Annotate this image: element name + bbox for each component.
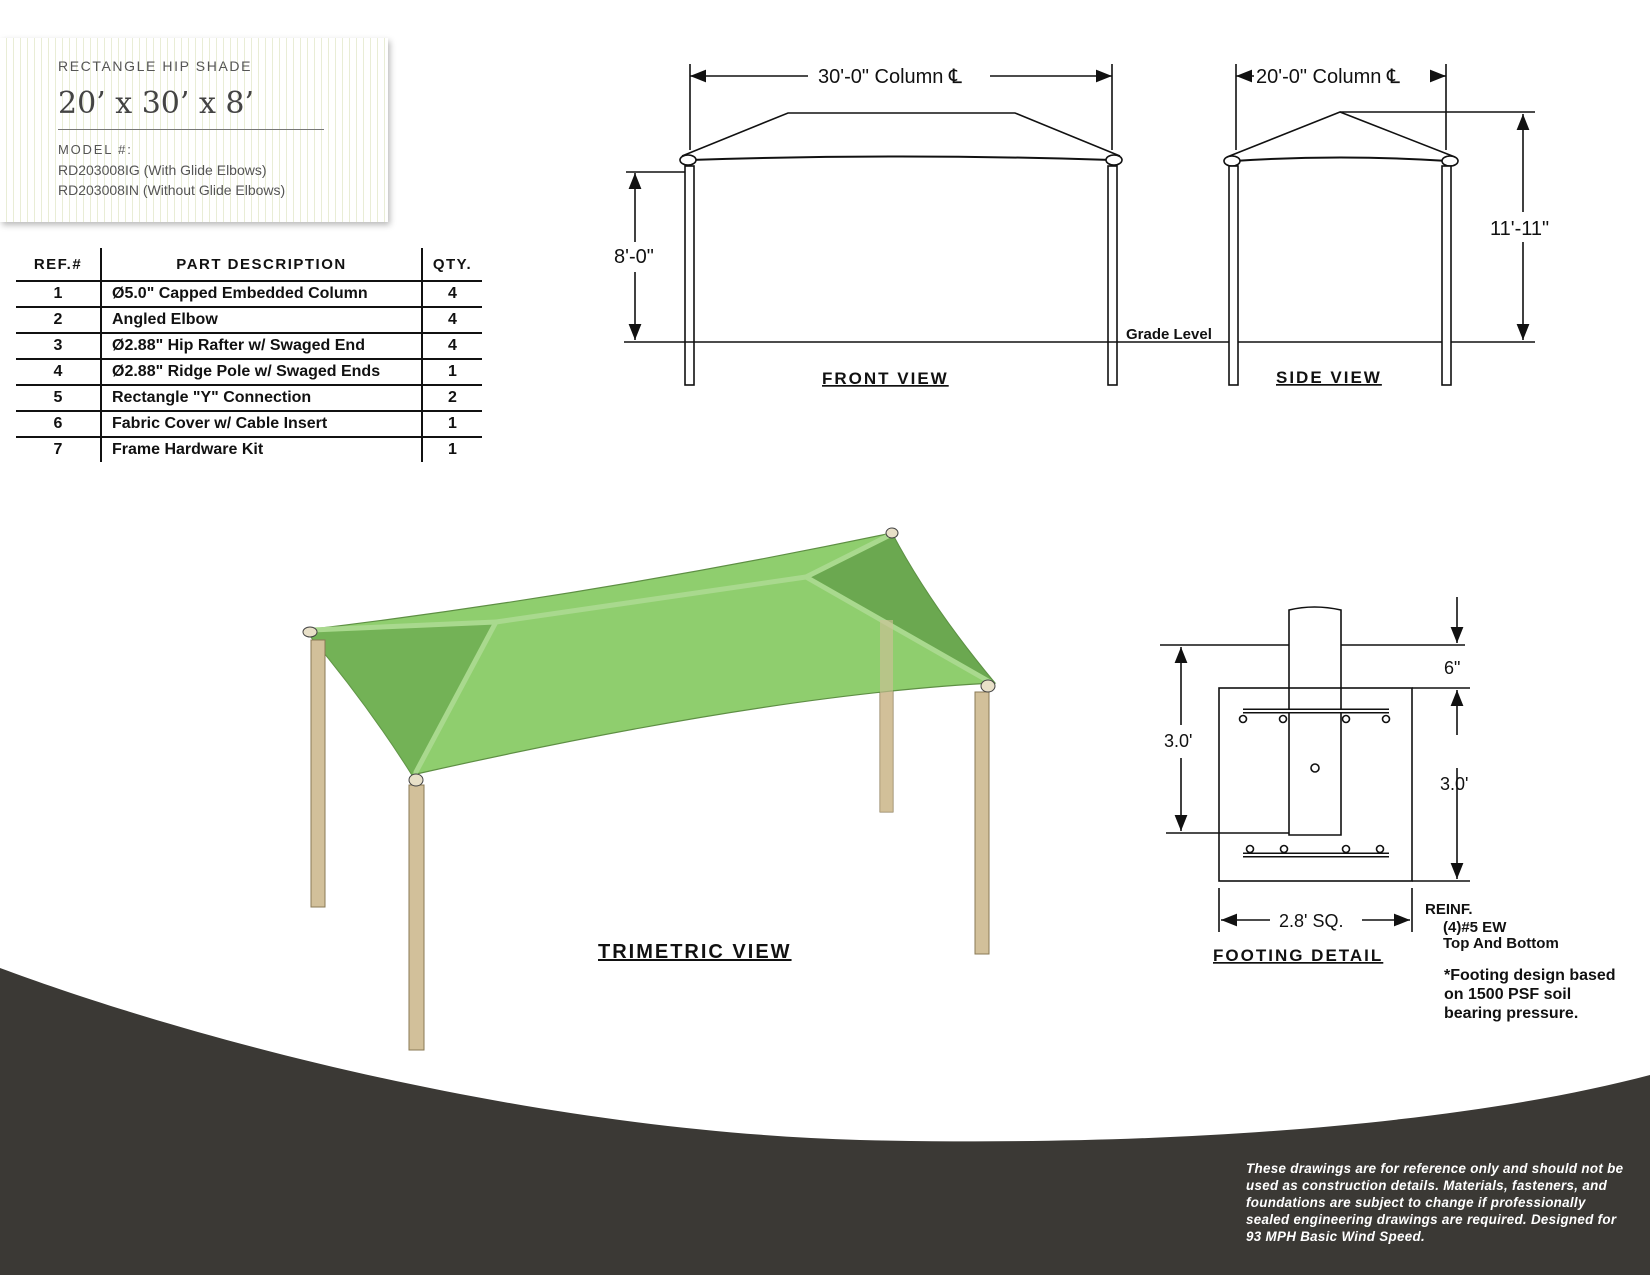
- footing-note-1: *Footing design based: [1444, 967, 1616, 984]
- grade-level-label: Grade Level: [1126, 326, 1212, 343]
- side-height-dim: 11'-11": [1490, 218, 1550, 240]
- ref-cell: 2: [16, 307, 101, 333]
- description-cell: Ø2.88" Ridge Pole w/ Swaged Ends: [101, 359, 422, 385]
- footing-bottom-dim: 2.8' SQ.: [1279, 911, 1344, 931]
- footing-note-3: bearing pressure.: [1444, 1005, 1579, 1022]
- footing-detail: [1160, 597, 1470, 932]
- description-cell: Fabric Cover w/ Cable Insert: [101, 411, 422, 437]
- model-with-glide: RD203008IG (With Glide Elbows): [58, 162, 267, 178]
- qty-cell: 1: [422, 359, 482, 385]
- ref-cell: 3: [16, 333, 101, 359]
- ref-cell: 5: [16, 385, 101, 411]
- trimetric-view-label: TRIMETRIC VIEW: [598, 941, 792, 963]
- side-view-label: SIDE VIEW: [1276, 368, 1382, 387]
- description-cell: Angled Elbow: [101, 307, 422, 333]
- side-view: [1224, 64, 1535, 385]
- col-description: PART DESCRIPTION: [101, 248, 422, 281]
- footing-note-2: on 1500 PSF soil: [1444, 986, 1572, 1003]
- size-title: 20’ x 30’ x 8’: [58, 86, 255, 121]
- front-height-dim: 8'-0": [614, 246, 654, 268]
- model-label: MODEL #:: [58, 142, 133, 157]
- description-cell: Ø5.0" Capped Embedded Column: [101, 281, 422, 307]
- front-view-label: FRONT VIEW: [822, 369, 949, 388]
- qty-cell: 4: [422, 333, 482, 359]
- qty-cell: 1: [422, 411, 482, 437]
- side-width-dim: 20'-0" Column ℄: [1256, 66, 1400, 88]
- ref-cell: 1: [16, 281, 101, 307]
- reinf-line-1: REINF.: [1425, 901, 1473, 918]
- footing-detail-label: FOOTING DETAIL: [1213, 946, 1384, 965]
- ref-cell: 7: [53, 441, 63, 458]
- disclaimer-text: These drawings are for reference only and should not be used as construction details. Materials, fasteners, and foundations are subject to change if professionally sealed engineering drawings are required. Designed for 93 MPH Basic Wind Speed.: [1246, 1161, 1624, 1244]
- qty-cell: 1: [422, 437, 482, 462]
- qty-cell: 2: [422, 385, 482, 411]
- qty-cell: 4: [422, 281, 482, 307]
- qty-cell: 4: [422, 307, 482, 333]
- footing-left-dim: 3.0': [1164, 731, 1193, 751]
- footing-top-dim: 6": [1444, 658, 1461, 678]
- ref-cell: 4: [16, 359, 101, 385]
- footing-right-dim: 3.0': [1440, 774, 1469, 794]
- description-cell: Frame Hardware Kit: [101, 437, 422, 462]
- model-without-glide: RD203008IN (Without Glide Elbows): [58, 182, 286, 198]
- trimetric-view: [303, 528, 995, 1050]
- col-qty: QTY.: [422, 248, 482, 281]
- reinf-line-3: Top And Bottom: [1443, 935, 1559, 952]
- description-cell: Ø2.88" Hip Rafter w/ Swaged End: [101, 333, 422, 359]
- reinf-line-2: (4)#5 EW: [1443, 919, 1507, 936]
- ref-cell: 6: [16, 411, 101, 437]
- front-width-dim: 30'-0" Column ℄: [818, 66, 962, 88]
- description-cell: Rectangle "Y" Connection: [101, 385, 422, 411]
- product-line: RECTANGLE HIP SHADE: [58, 58, 253, 74]
- col-ref: REF.#: [16, 248, 101, 281]
